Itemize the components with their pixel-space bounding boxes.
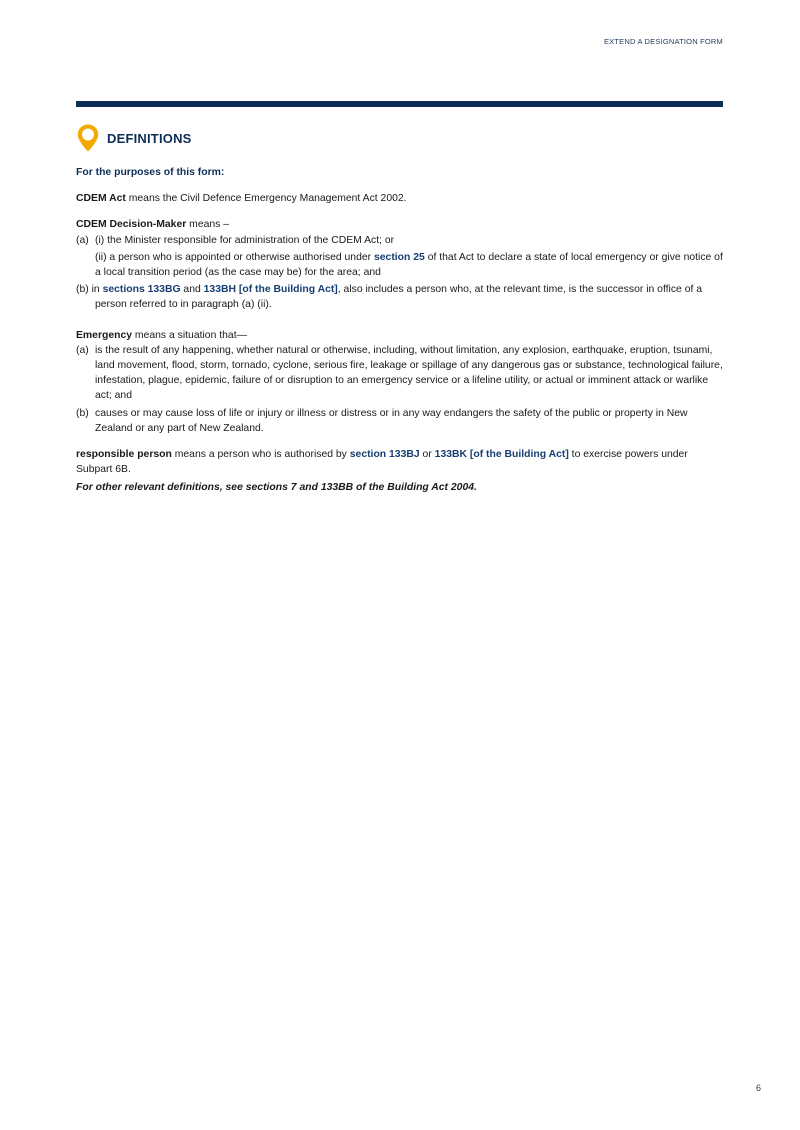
definition-emergency [76, 328, 724, 343]
item-text: causes or may cause loss of life or injury or illness or distress or in any way endangers the safety of the public or property in New Zealand or any part of New Zealand. [95, 407, 688, 434]
list-item-b [76, 282, 724, 312]
running-header: EXTEND A DESIGNATION FORM [603, 37, 723, 46]
definition-text: means the Civil Defence Emergency Management Act 2002. [125, 193, 407, 205]
term-decision-maker: CDEM Decision-Maker [76, 219, 187, 231]
closing-note: For other relevant definitions, see sections 7 and 133BB of the Building Act 2004. [76, 482, 477, 494]
header-rule [76, 101, 723, 107]
item-text: (ii) a person who is appointed or otherwise authorised under [95, 251, 374, 263]
item-text: of that Act to declare a state of local emergency or give notice of a local transition period (as the case may be) for the area; and [95, 251, 723, 279]
item-label: (a) [76, 344, 89, 356]
definition-responsible-person [76, 447, 724, 477]
link-sections-133bg[interactable]: sections 133BG [102, 284, 181, 296]
location-pin-icon [76, 123, 100, 153]
list-item-a [76, 233, 724, 248]
item-label: (b) [76, 407, 89, 419]
term-cdem-act: CDEM Act [76, 193, 126, 205]
item-text: (i) the Minister responsible for administration of the CDEM Act; or [95, 234, 395, 246]
section-title: DEFINITIONS [107, 130, 192, 146]
item-label: (a) [76, 234, 89, 246]
definition-text: means – [186, 219, 230, 231]
item-text: and [180, 284, 204, 296]
list-item-b [76, 406, 724, 436]
definition-text: means a person who is authorised by [171, 449, 350, 461]
definition-cdem-act [76, 191, 724, 206]
definition-text: or [419, 449, 435, 461]
item-text: (b) in [76, 284, 103, 296]
link-section-25[interactable]: section 25 [373, 251, 425, 263]
link-133bk[interactable]: 133BK [of the Building Act] [434, 449, 569, 461]
item-text: is the result of any happening, whether natural or otherwise, including, without limitation, any explosion, earthquake, eruption, tsunami, land movement, flood, storm, tornado, cyclone, serious fire, leakage or spillage of any dangerous gas or substance, technological failure, infestation, plague, epidemic, failure of or disruption to an emergency service or a lifeline utility, or actual or imminent attack or warlike act; and [95, 344, 723, 402]
definition-decision-maker [76, 217, 724, 232]
definitions-body [76, 165, 724, 496]
intro-text: For the purposes of this form: [76, 167, 225, 178]
term-responsible-person: responsible person [76, 449, 172, 461]
link-section-133bj[interactable]: section 133BJ [349, 449, 420, 461]
section-heading [76, 123, 192, 153]
definition-text: means a situation that— [132, 329, 247, 341]
definition-text: to exercise powers under Subpart 6B. [76, 449, 688, 476]
list-subitem-ii [76, 250, 724, 280]
link-133bh[interactable]: 133BH [of the Building Act] [203, 284, 338, 296]
page-number: 6 [755, 1083, 761, 1093]
term-emergency: Emergency [76, 329, 133, 341]
list-item-a [76, 343, 724, 404]
item-text: , also includes a person who, at the relevant time, is the successor in office of a person referred to in paragraph (a) (ii). [95, 284, 703, 311]
